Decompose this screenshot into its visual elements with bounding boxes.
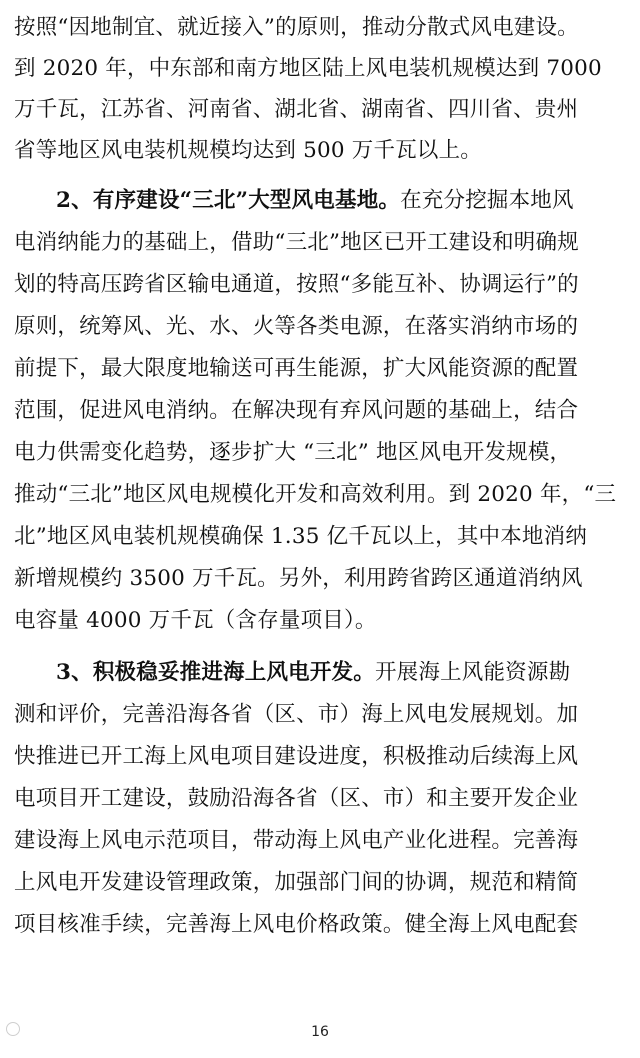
page-number: 16 xyxy=(311,1024,329,1040)
text-line: 推动“三北”地区风电规模化开发和高效利用。到 2020 年，“三 xyxy=(14,482,617,507)
text-line: 新增规模约 3500 万千瓦。另外，利用跨省跨区通道消纳风 xyxy=(14,566,583,591)
section-heading-2-text: 在充分挖掘本地风 xyxy=(400,188,574,213)
text-line: 电容量 4000 万千瓦（含存量项目）。 xyxy=(14,608,377,633)
text-line: 原则，统筹风、光、水、火等各类电源，在落实消纳市场的 xyxy=(14,314,579,339)
section-heading-2 xyxy=(56,183,574,214)
text-line: 前提下，最大限度地输送可再生能源，扩大风能资源的配置 xyxy=(14,356,579,381)
text-line: 建设海上风电示范项目，带动海上风电产业化进程。完善海 xyxy=(14,828,579,853)
text-line: 电消纳能力的基础上，借助“三北”地区已开工建设和明确规 xyxy=(14,230,579,255)
section-heading-3 xyxy=(56,655,570,686)
text-line: 划的特高压跨省区输电通道，按照“多能互补、协调运行”的 xyxy=(14,272,579,297)
text-line: 项目核准手续，完善海上风电价格政策。健全海上风电配套 xyxy=(14,912,579,937)
text-line: 范围，促进风电消纳。在解决现有弃风问题的基础上，结合 xyxy=(14,398,579,423)
section-heading-3-text: 开展海上风能资源勘 xyxy=(374,660,571,685)
text-line: 测和评价，完善沿海各省（区、市）海上风电发展规划。加 xyxy=(14,702,579,727)
text-line: 北”地区风电装机规模确保 1.35 亿千瓦以上，其中本地消纳 xyxy=(14,524,588,549)
section-heading-2-title: 2、有序建设“三北”大型风电基地。 xyxy=(56,188,401,213)
text-line: 按照“因地制宜、就近接入”的原则，推动分散式风电建设。 xyxy=(14,15,579,40)
text-line: 万千瓦，江苏省、河南省、湖北省、湖南省、四川省、贵州 xyxy=(14,97,579,122)
text-line: 电项目开工建设，鼓励沿海各省（区、市）和主要开发企业 xyxy=(14,786,579,811)
text-line: 快推进已开工海上风电项目建设进度，积极推动后续海上风 xyxy=(14,744,579,769)
section-heading-3-title: 3、积极稳妥推进海上风电开发。 xyxy=(56,660,375,685)
text-line: 上风电开发建设管理政策，加强部门间的协调，规范和精简 xyxy=(14,870,579,895)
text-line: 到 2020 年，中东部和南方地区陆上风电装机规模达到 7000 xyxy=(14,56,602,81)
text-line: 电力供需变化趋势，逐步扩大 “三北” 地区风电开发规模， xyxy=(14,440,572,465)
text-line: 省等地区风电装机规模均达到 500 万千瓦以上。 xyxy=(14,138,483,163)
